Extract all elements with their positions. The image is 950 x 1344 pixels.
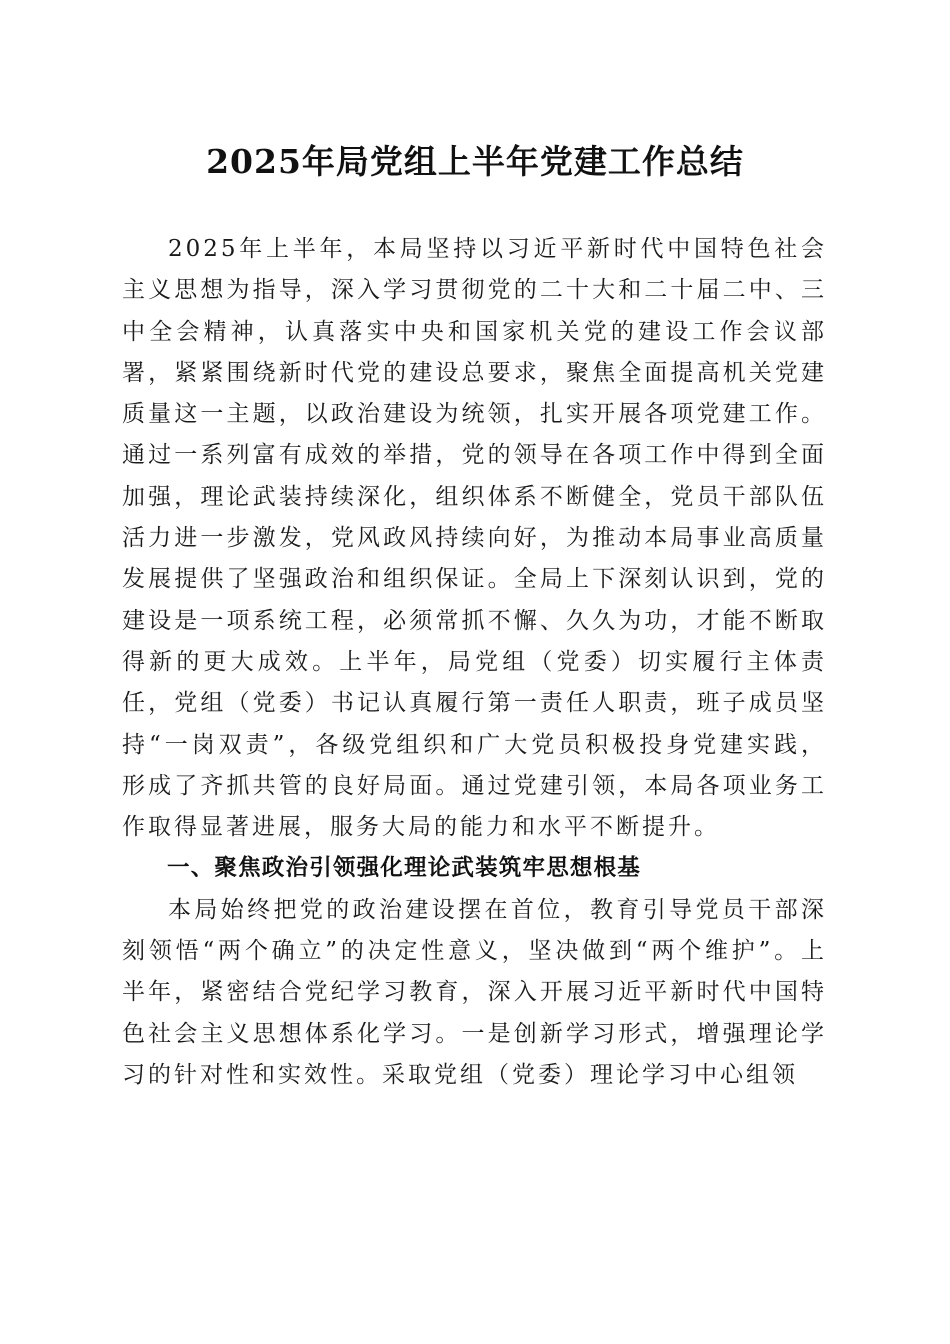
intro-paragraph: 2025年上半年，本局坚持以习近平新时代中国特色社会主义思想为指导，深入学习贯彻党的二十大和二十届二中、三中全会精神，认真落实中央和国家机关党的建设工作会议部署，紧紧围绕新时代党的建设总要求，聚焦全面提高机关党建质量这一主题，以政治建设为统领，扎实开展各项党建工作。通过一系列富有成效的举措，党的领导在各项工作中得到全面加强，理论武装持续深化，组织体系不断健全，党员干部队伍活力进一步激发，党风政风持续向好，为推动本局事业高质量发展提供了坚强政治和组织保证。全局上下深刻认识到，党的建设是一项系统工程，必须常抓不懈、久久为功，才能不断取得新的更大成效。上半年，局党组（党委）切实履行主体责任，党组（党委）书记认真履行第一责任人职责，班子成员坚持“一岗双责”，各级党组织和广大党员积极投身党建实践，形成了齐抓共管的良好局面。通过党建引领，本局各项业务工作取得显著进展，服务大局的能力和水平不断提升。 bbox=[122, 236, 827, 841]
document-title: 2025年局党组上半年党建工作总结 bbox=[206, 142, 744, 181]
section-paragraph: 本局始终把党的政治建设摆在首位，教育引导党员干部深刻领悟“两个确立”的决定性意义，坚决做到“两个维护”。上半年，紧密结合党纪学习教育，深入开展习近平新时代中国特色社会主义思想体系化学习。一是创新学习形式，增强理论学习的针对性和实效性。采取党组（党委）理论学习中心组领 bbox=[122, 896, 827, 1088]
document-body bbox=[122, 229, 827, 1096]
section-heading: 一、聚焦政治引领强化理论武装筑牢思想根基 bbox=[167, 855, 642, 882]
